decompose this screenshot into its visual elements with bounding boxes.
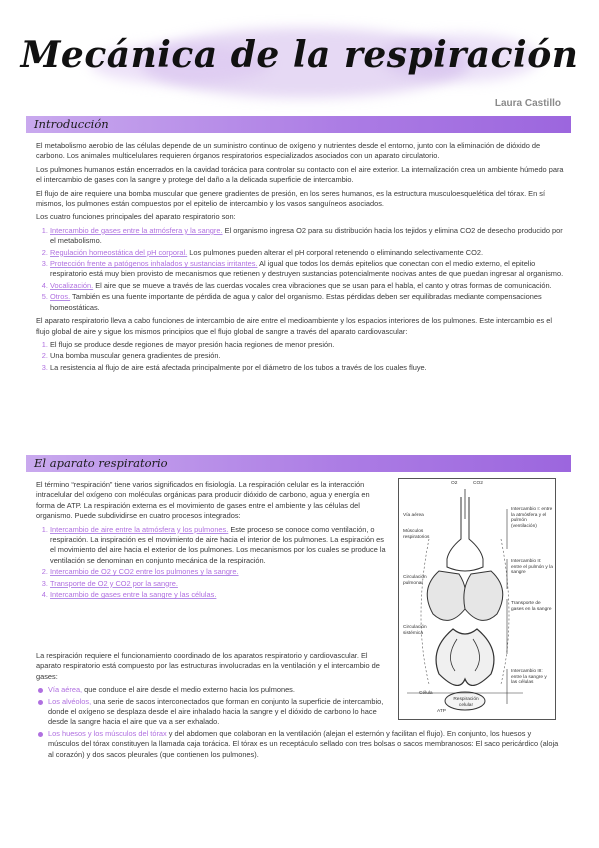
paragraph: Los pulmones humanos están encerrados en la cavidad torácica para controlar su contacto con el aire exterior. La internalización crea un ambiente húmedo para el intercambio de gases con la sangre y protege del daño a la delicada superficie de intercambio. bbox=[36, 164, 564, 185]
title-area bbox=[0, 0, 599, 100]
bullet-icon bbox=[38, 700, 43, 705]
list-item: 3. Transporte de O2 y CO2 por la sangre. bbox=[50, 579, 388, 589]
section-title: El aparato respiratorio bbox=[34, 456, 168, 470]
muscles-label: Músculos respiratorios bbox=[403, 529, 430, 540]
page-title: Mecánica de la respiración bbox=[20, 34, 579, 76]
processes-list bbox=[36, 525, 388, 601]
list-item: 2. Una bomba muscular genera gradientes de presión. bbox=[50, 351, 564, 361]
section-header-aparato bbox=[26, 455, 571, 472]
section-header-intro bbox=[26, 116, 571, 133]
cell-label: Célula bbox=[419, 691, 433, 696]
list-item: 1. Intercambio de gases entre la atmósfera y la sangre. El organismo ingresa O2 para su distribución hacia los tejidos y elimina CO2 de desecho producido por el metabolismo. bbox=[50, 226, 564, 247]
paragraph: Los cuatro funciones principales del aparato respiratorio son: bbox=[36, 212, 236, 222]
list-item: Los alvéolos, una serie de sacos interconectados que forman en conjunto la superficie de intercambio, donde el oxígeno se desplaza desde el aire inhalado hacia la sangre y el dióxido de carbono lo hace desde la sangre hacia el aire que va a ser exhalado. bbox=[48, 697, 388, 728]
bullet-icon bbox=[38, 732, 43, 737]
list-item: 5. Otros. También es una fuente importante de pérdida de agua y calor del organismo. Estas pérdidas deben ser equilibradas mediante compensaciones homeostáticas. bbox=[50, 292, 564, 313]
paragraph: El flujo de aire requiere una bomba muscular que genere gradientes de presión, en los seres humanos, es la estructura musculoesquelética del tórax. En sí mismos, los pulmones están compuestos por el epitelio de intercambio y los vasos sanguíneos asociados. bbox=[36, 188, 546, 209]
exchange-3-label: Intercambio III: entre la sangre y las células bbox=[511, 669, 547, 685]
list-item: Vía aérea, que conduce el aire desde el medio externo hacia los pulmones. bbox=[48, 685, 388, 695]
aparato-body-left bbox=[36, 480, 388, 603]
list-item: 2. Regulación homeostática del pH corporal. Los pulmones pueden alterar el pH corporal retenendo o eliminando selectivamente CO2. bbox=[50, 248, 564, 258]
list-item: 4. Intercambio de gases entre la sangre y las células. bbox=[50, 590, 388, 600]
functions-list bbox=[36, 226, 564, 313]
list-item: 2. Intercambio de O2 y CO2 entre los pulmones y la sangre. bbox=[50, 567, 388, 577]
cellular-respiration-label: Respiración celular bbox=[453, 697, 479, 708]
systemic-circulation-label: Circulación sistémica bbox=[403, 625, 427, 636]
section-title: Introducción bbox=[34, 117, 109, 131]
list-item: 1. El flujo se produce desde regiones de mayor presión hacia regiones de menor presión. bbox=[50, 340, 564, 350]
transport-label: Transporte de gases en la sangre bbox=[511, 601, 552, 612]
exchange-2-label: Intercambio II: entre el pulmón y la sangre bbox=[511, 559, 553, 575]
list-item: 3. La resistencia al flujo de aire está afectada principalmente por el diámetro de los tubos a través de los cuales fluye. bbox=[50, 363, 564, 373]
bullet-icon bbox=[38, 688, 43, 693]
paragraph: El aparato respiratorio lleva a cabo funciones de intercambio de aire entre el medioambiente y los espacios interiores de los pulmones. Este intercambio es el flujo global de aire y sigue los mismos principios que el flujo global de sangre a través del aparato cardiovascular: bbox=[36, 316, 552, 336]
airway-label: Vía aérea bbox=[403, 513, 424, 518]
paragraph: El metabolismo aerobio de las células depende de un suministro continuo de oxígeno y nutrientes desde el entorno, junto con la eliminación de dióxido de carbono. Los animales multicelulares requieren órganos respiratorios especializados asociados con un aparato circulatorio. bbox=[36, 141, 541, 161]
o2-label: O2 bbox=[451, 481, 458, 486]
pulmonary-circulation-label: Circulación pulmonar bbox=[403, 575, 427, 586]
paragraph: El término “respiración” tiene varios significados en fisiología. La respiración celular es la interacción intracelular del oxígeno con moléculas orgánicas para producir dióxido de carbono, agua y energía en forma de ATP. La respiración externa es el movimiento de gases entre el ambiente y las células del organismo. Puede subdividirse en cuatro procesos integrados: bbox=[36, 480, 370, 521]
atp-label: ATP bbox=[437, 709, 446, 714]
co2-label: CO2 bbox=[473, 481, 483, 486]
list-item: Los huesos y los músculos del tórax y del abdomen que colaboran en la ventilación (alejan el esternón y facilitan el flujo). En conjunto, los huesos y músculos del tórax constituyen la llamada caja torácica. El tórax es un receptáculo sellado con tres bolsas o sacos membranosos: El saco pericárdico (aloja al corazón) y dos sacos pleurales (que contienen los pulmones). bbox=[48, 729, 564, 760]
respiratory-diagram bbox=[398, 478, 556, 720]
list-item: 3. Protección frente a patógenos inhalados y sustancias irritantes. Al igual que todos los demás epitelios que conectan con el medio externo, el epitelio respiratorio está muy bien provisto de mecanismos que retienen y destruyen sustancias potencialmente nocivas antes de que puedan ingresar al organismo. bbox=[50, 259, 564, 280]
exchange-1-label: Intercambio I: entre la atmósfera y el pulmón (ventilación) bbox=[511, 507, 553, 529]
intro-body bbox=[36, 141, 564, 376]
lung-right bbox=[464, 571, 503, 620]
list-item: 4. Vocalización. El aire que se mueve a través de las cuerdas vocales crea vibraciones que se usan para el habla, el canto y otras formas de comunicación. bbox=[50, 281, 564, 291]
list-item: 1. Intercambio de aire entre la atmósfera y los pulmones. Este proceso se conoce como ventilación, o respiración. La inspiración es el movimiento de aire hacia el interior de los pulmones. La espiración es el movimiento del aire hacia el exterior de los pulmones. Los mecanismos por los cuales se produce la ventilación se denominan en conjunto mecánica de la respiración. bbox=[50, 525, 388, 567]
principles-list bbox=[36, 340, 564, 373]
heart-shape bbox=[436, 629, 494, 685]
author-name: Laura Castillo bbox=[494, 98, 561, 109]
paragraph: La respiración requiere el funcionamiento coordinado de los aparatos respiratorio y cardiovascular. El aparato respiratorio está compuesto por las estructuras involucradas en la ventilación y el intercambio de gases: bbox=[36, 651, 380, 681]
